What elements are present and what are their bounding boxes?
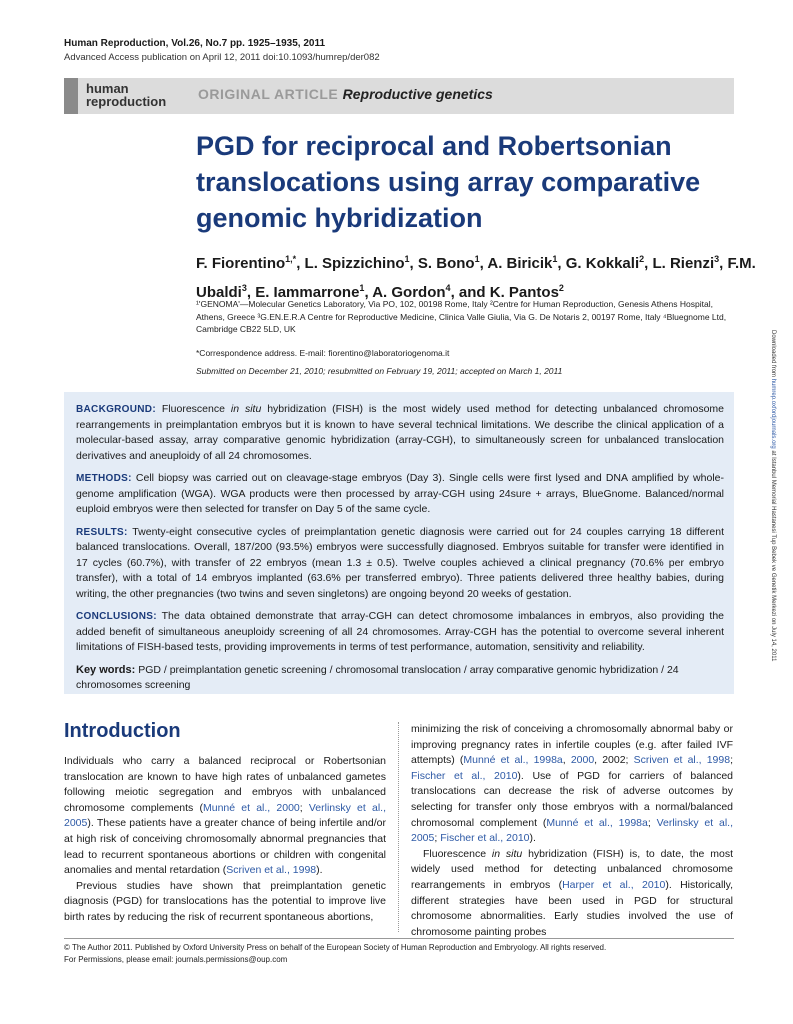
column-divider (398, 722, 399, 932)
author-affiliation-mark: 3 (241, 283, 247, 293)
article-subject: Reproductive genetics (342, 86, 493, 102)
citation-link[interactable]: Scriven et al., 1998 (226, 864, 317, 877)
citation-link[interactable]: Fischer et al., 2010 (411, 769, 518, 782)
citation-link[interactable]: Munné et al., 1998a (463, 754, 563, 767)
permissions-line: For Permissions, please email: journals.permissions@oup.com (64, 955, 288, 964)
intro-left-column (64, 754, 386, 926)
author-name: F.M. Ubaldi (196, 255, 756, 301)
author-name: E. Iammarrone (255, 284, 360, 301)
intro-paragraph-2: Previous studies have shown that preimplantation genetic diagnosis (PGD) for translocations has the potential to improve live birth rates by reducing the risk of recurrent spontaneous abortions, (64, 879, 386, 923)
results-heading: RESULTS: (76, 526, 128, 538)
copyright-line: © The Author 2011. Published by Oxford University Press on behalf of the European Society of Human Reproduction and Embryology. All rights reserved. (64, 943, 607, 952)
citation-link[interactable]: Munné et al., 1998a (546, 816, 648, 829)
author-affiliation-mark: 1 (552, 254, 558, 264)
doi-line: Advanced Access publication on April 12, 2011 doi:10.1093/humrep/der082 (64, 52, 380, 63)
citation-link[interactable]: Fischer et al., 2010 (440, 832, 530, 845)
introduction-heading: Introduction (64, 720, 181, 742)
intro-paragraph-4: Fluorescence in situ hybridization (FISH) is, to date, the most widely used method for detecting unbalanced chromosome rearrangements in embryos (Harper et al., 2010). Historically, different strategies have been used in PGD for structural chromosome abnormalities. Early studies involved the use of chromosome painting probes (411, 847, 733, 938)
abstract-conclusions: CONCLUSIONS: The data obtained demonstrate that array-CGH can detect chromosome imbalances in embryos, also providing the added benefit of simultaneous aneuploidy screening of all 24 chromosomes. Array-CGH has the potential to overcome several inherent limitations of FISH-based tests, providing improvements in terms of test performance, automation, sensitivity and reliability. (76, 610, 724, 653)
citation-link[interactable]: Munné et al., 2000 (202, 801, 300, 814)
correspondence-address: *Correspondence address. E-mail: fiorentino@laboratoriogenoma.it (196, 348, 450, 358)
article-type (198, 86, 493, 102)
author-name: G. Kokkali (565, 255, 640, 272)
intro-paragraph-3: minimizing the risk of conceiving a chromosomally abnormal baby or improving pregnancy rates in infertile couples (e.g. after failed IVF attempts) (Munné et al., 1998a, 2000, 2002; Scriven et al., 1998; Fischer et al., 2010). Use of PGD for carriers of balanced translocations can decrease the risk of adverse outcomes by selecting for transfer only those embryos with a normal/balanced chromosomal complement (Munné et al., 1998a; Verlinsky et al., 2005; Fischer et al., 2010). (411, 723, 734, 845)
author-affiliation-mark: 1 (474, 254, 480, 264)
author-separator: , (296, 255, 305, 272)
affiliations: ¹'GENOMA'—Molecular Genetics Laboratory, Via PO, 102, 00198 Rome, Italy ²Centre for Human Reproduction, Genesis Athens Hospital, Athens, Greece ³G.EN.E.R.A Centre for Reproductive Medicine, Clinica Valle Giulia, Via G. De Notaris 2, 00197 Rome, Italy ⁴Bluegnome Ltd, Cambridge CB22 5LD, UK (196, 299, 727, 334)
author-affiliation-mark: 4 (445, 283, 451, 293)
abstract-background: BACKGROUND: Fluorescence in situ hybridization (FISH) is the most widely used method for detecting unbalanced chromosome rearrangements in preimplantation embryos but it is known to have several technical limitations. We describe the clinical application of a molecular-based assay, array comparative genomic hybridization (array-CGH), to simultaneously screen for unbalanced translocation derivatives and aneuploidy of all 24 chromosomes. (76, 403, 724, 462)
intro-paragraph-1: Individuals who carry a balanced reciprocal or Robertsonian translocation are known to have high rates of unbalanced gametes following meiotic segregation and embryos with unbalanced chromosome complements (Munné et al., 2000; Verlinsky et al., 2005). These patients have a greater chance of being infertile and/or at high risk of conceiving chromosomally abnormal pregnancies that lead to recurrent spontaneous abortions or children with congenital anomalies and mental retardation (Scriven et al., 1998). (64, 755, 386, 877)
conclusions-heading: CONCLUSIONS: (76, 611, 157, 622)
author-name: S. Bono (417, 255, 475, 272)
logo-line-1: human (86, 81, 129, 96)
keywords: Key words: PGD / preimplantation genetic screening / chromosomal translocation / array comparative genomic hybridization / 24 chromosomes screening (76, 663, 679, 691)
article-type-label: ORIGINAL ARTICLE (198, 86, 339, 102)
author-affiliation-mark: 2 (639, 254, 645, 264)
banner-accent (64, 78, 78, 114)
methods-heading: METHODS: (76, 473, 132, 484)
author-name: L. Rienzi (652, 255, 715, 272)
intro-right-column (411, 722, 733, 940)
author-affiliation-mark: 1,* (285, 254, 297, 264)
author-name: K. Pantos (489, 284, 559, 301)
citation-link[interactable]: Scriven et al., 1998 (633, 754, 731, 767)
citation-link[interactable]: Harper et al., 2010 (562, 878, 666, 891)
submission-dates: Submitted on December 21, 2010; resubmitted on February 19, 2011; accepted on March 1, 2011 (196, 366, 563, 376)
author-affiliation-mark: 2 (558, 283, 564, 293)
author-separator: , (246, 284, 256, 301)
author-separator: , (644, 255, 653, 272)
abstract-methods: METHODS: Cell biopsy was carried out on cleavage-stage embryos (Day 3). Single cells were first lysed and DNA amplified by whole-genome amplification (WGA). WGA products were then processed by array-CGH using 24sure + arrays, BlueGnome. Balanced/normal euploid embryos were then selected for transfer on Day 5 of the same cycle. (76, 472, 724, 515)
author-name: A. Biricik (487, 255, 553, 272)
author-separator: , (409, 255, 418, 272)
author-affiliation-mark: 1 (404, 254, 410, 264)
footer-rule (64, 938, 734, 939)
author-separator: , and (450, 284, 490, 301)
download-watermark: Downloaded from humrep.oxfordjournals.org at Istanbul Memorial Hastanesi Tup Bebek ve Genetik Merkezi on July 14, 2011 (770, 330, 776, 662)
article-title: PGD for reciprocal and Robertsonian translocations using array comparative genomic hybridization (196, 131, 701, 233)
citation-link[interactable]: Verlinsky et al., 2005 (64, 801, 386, 830)
abstract (76, 402, 724, 701)
journal-citation: Human Reproduction, Vol.26, No.7 pp. 1925–1935, 2011 (64, 38, 326, 49)
background-heading: BACKGROUND: (76, 404, 156, 415)
copyright-footer (64, 942, 606, 966)
author-name: A. Gordon (372, 284, 446, 301)
author-name: L. Spizzichino (304, 255, 405, 272)
journal-site-link[interactable]: humrep.oxfordjournals.org (770, 378, 776, 449)
author-separator: , (719, 255, 728, 272)
author-separator: , (364, 284, 373, 301)
abstract-results: RESULTS: Twenty-eight consecutive cycles of preimplantation genetic diagnosis were carried out for 24 couples carrying 18 different balanced translocations. Overall, 187/200 (93.5%) embryos were successfully diagnosed. Embryos suitable for transfer were identified in 17 cycles (60.7%), with transfer of 22 embryos (mean 1.3 ± 0.5). Twelve couples achieved a clinical pregnancy (70.6% per embryo transfer), with a total of 14 embryos implanted (63.6% per transferred embryo). Three patients delivered three healthy babies, during writing, the other pregnancies (two twins and seven singletons) are ongoing beyond 20 weeks of gestation. (76, 525, 724, 600)
author-list (196, 247, 756, 305)
author-affiliation-mark: 3 (714, 254, 720, 264)
author-separator: , (479, 255, 488, 272)
author-name: F. Fiorentino (196, 255, 286, 272)
citation-link[interactable]: 2000 (570, 754, 595, 767)
logo-line-2: reproduction (86, 94, 167, 109)
keywords-heading: Key words: (76, 663, 136, 676)
author-separator: , (557, 255, 566, 272)
journal-logo (86, 82, 166, 108)
citation-link[interactable]: Verlinsky et al., 2005 (411, 816, 733, 845)
author-affiliation-mark: 1 (359, 283, 365, 293)
